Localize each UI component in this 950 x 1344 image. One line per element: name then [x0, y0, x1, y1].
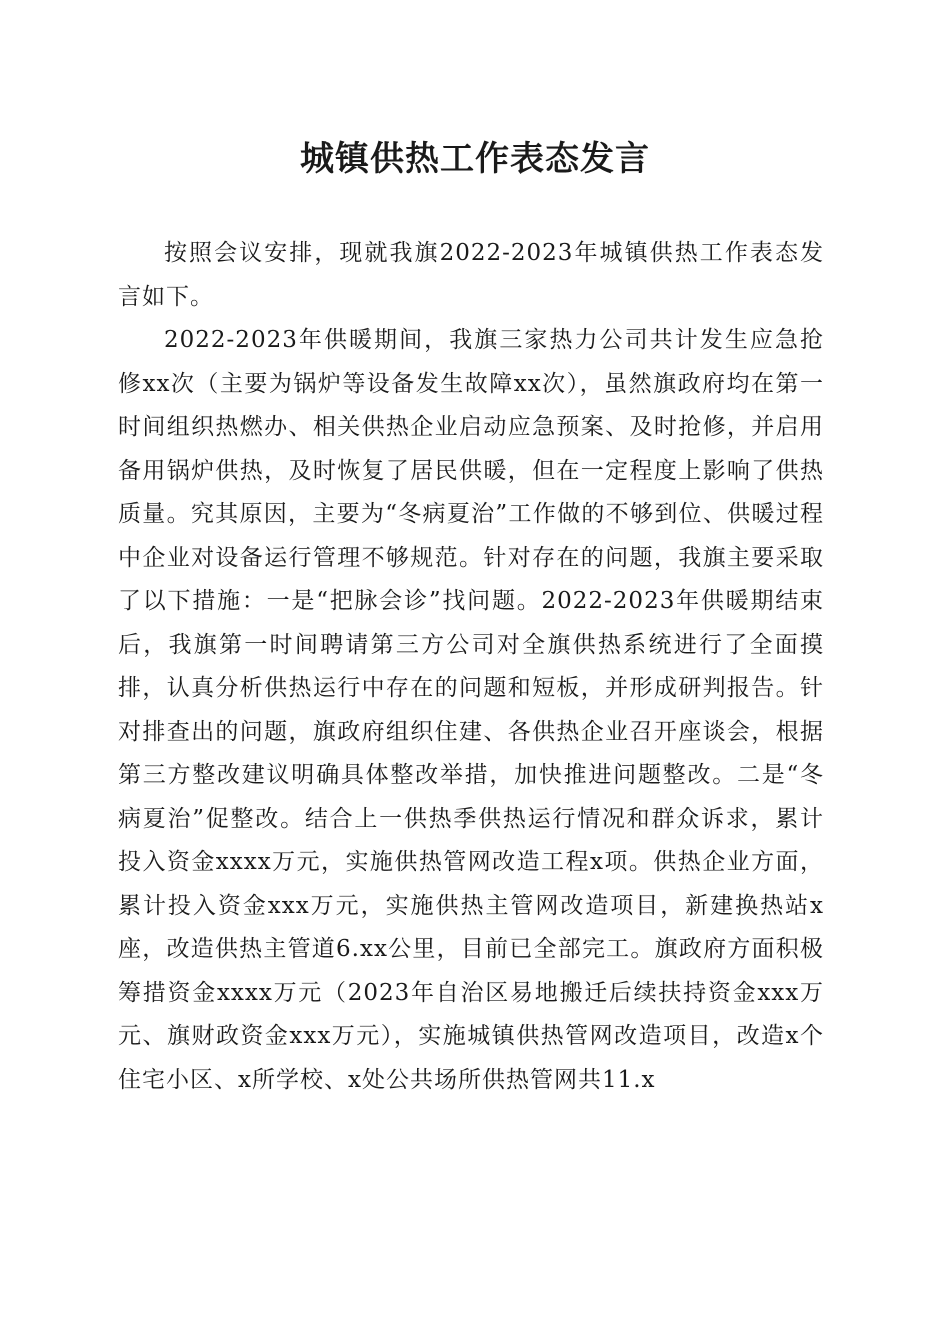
paragraph-intro: 按照会议安排，现就我旗2022-2023年城镇供热工作表态发言如下。 — [118, 240, 824, 310]
paragraph-main: 2022-2023年供暖期间，我旗三家热力公司共计发生应急抢修xx次（主要为锅炉等设备发生故障xx次），虽然旗政府均在第一时间组织热燃办、相关供热企业启动应急预案、及时抢修，并启用备用锅炉供热，及时恢复了居民供暖，但在一定程度上影响了供热质量。究其原因，主要为“冬病夏治”工作做的不够到位、供暖过程中企业对设备运行管理不够规范。针对存在的问题，我旗主要采取了以下措施：一是“把脉会诊”找问题。2022-2023年供暖期结束后，我旗第一时间聘请第三方公司对全旗供热系统进行了全面摸排，认真分析供热运行中存在的问题和短板，并形成研判报告。针对排查出的问题，旗政府组织住建、各供热企业召开座谈会，根据第三方整改建议明确具体整改举措，加快推进问题整改。二是“冬病夏治”促整改。结合上一供热季供热运行情况和群众诉求，累计投入资金xxxx万元，实施供热管网改造工程x项。供热企业方面，累计投入资金xxx万元，实施供热主管网改造项目，新建换热站x座，改造供热主管道6.xx公里，目前已全部完工。旗政府方面积极筹措资金xxxx万元（2023年自治区易地搬迁后续扶持资金xxx万元、旗财政资金xxx万元），实施城镇供热管网改造项目，改造x个住宅小区、x所学校、x处公共场所供热管网共11.x — [118, 327, 824, 1093]
document-title: 城镇供热工作表态发言 — [300, 139, 650, 179]
document-body — [118, 232, 824, 1102]
